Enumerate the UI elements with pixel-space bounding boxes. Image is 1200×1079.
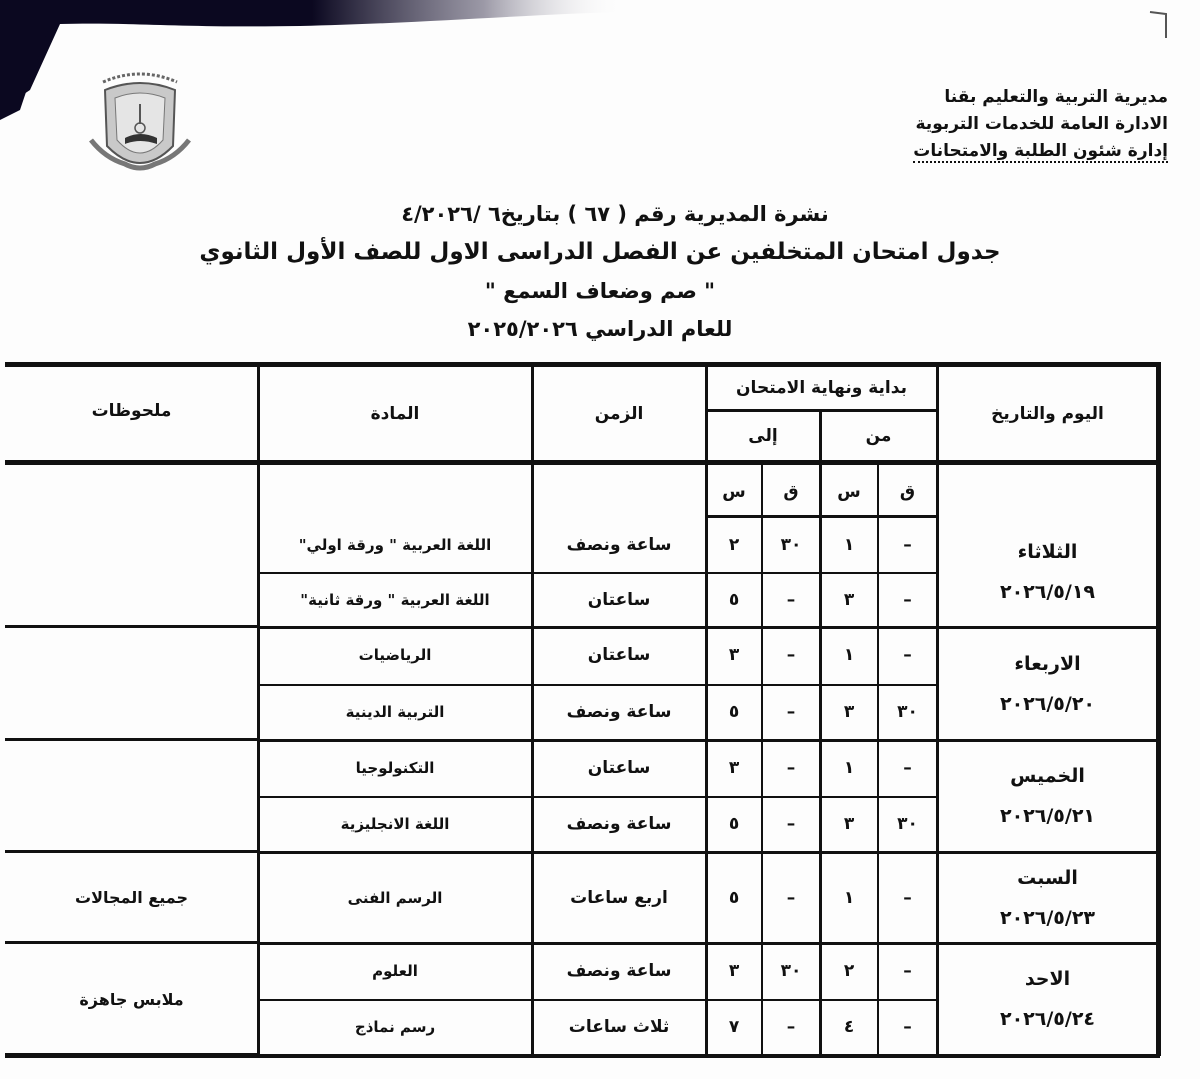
- notes-cell: [5, 740, 258, 852]
- from-minute: –: [903, 1017, 912, 1037]
- subject-cell: العلوم: [372, 962, 418, 980]
- table-rule-vertical: [877, 462, 879, 1054]
- exam-date: ٢٠٢٦/٥/١٩: [999, 581, 1096, 603]
- header-to: إلى: [748, 426, 778, 446]
- day-date-cell: [937, 852, 1158, 943]
- from-minute: –: [903, 758, 912, 778]
- notes-cell: [5, 627, 258, 740]
- table-rule-vertical: [761, 462, 763, 1054]
- table-top-border: [5, 362, 1160, 367]
- table-bottom-border: [5, 1054, 1160, 1058]
- from-hour: ١: [843, 758, 855, 778]
- group-divider: [258, 739, 1158, 742]
- duration-cell: ساعة ونصف: [566, 534, 672, 555]
- from-minute: –: [903, 589, 912, 610]
- day-name: الاحد: [1024, 968, 1071, 990]
- to-hour: ٣: [728, 758, 740, 778]
- group-divider: [258, 942, 1158, 945]
- to-hour: ٥: [728, 589, 740, 610]
- from-minute: –: [903, 645, 912, 666]
- exam-date: ٢٠٢٦/٥/٢٤: [999, 1008, 1096, 1030]
- table-rule-vertical: [819, 409, 822, 1056]
- notes-divider: [5, 625, 258, 628]
- exam-date: ٢٠٢٦/٥/٢٠: [999, 692, 1096, 715]
- bulletin-number: نشرة المديرية رقم ( ٦٧ ) بتاريخ٦ /٤/٢٠٢٦: [401, 202, 829, 226]
- to-minute: –: [786, 1017, 796, 1037]
- day-date-cell: [937, 740, 1158, 852]
- duration-cell: ساعة ونصف: [566, 814, 672, 834]
- row-divider: [258, 796, 937, 798]
- letterhead-line-affairs: [808, 138, 1168, 165]
- subject-cell: رسم نماذج: [354, 1018, 436, 1036]
- from-hour: ٣: [843, 814, 855, 834]
- from-minute: –: [903, 534, 912, 555]
- to-minute: –: [786, 645, 796, 666]
- table-rule-vertical: [705, 362, 708, 1056]
- header-bottom-border: [5, 460, 1160, 465]
- table-rule-vertical: [936, 362, 939, 1056]
- notes-divider: [5, 738, 258, 741]
- header-subject: المادة: [370, 404, 420, 424]
- header-notes: ملحوظات: [91, 401, 172, 421]
- to-minute: ٣٠: [780, 961, 802, 981]
- letterhead-line-affairs-text: إدارة شئون الطلبة والامتحانات: [913, 141, 1168, 161]
- day-name: السبت: [1017, 866, 1078, 889]
- group-divider: [258, 851, 1158, 854]
- subject-cell: التربية الدينية: [345, 702, 445, 721]
- subject-cell: الرياضيات: [358, 646, 432, 665]
- duration-cell: ساعتان: [587, 758, 651, 778]
- subheader-to-hour: س: [722, 481, 746, 502]
- subheader-from-hour: س: [837, 481, 861, 502]
- from-hour: ٢: [843, 961, 855, 981]
- subheader-to-minute: ق: [783, 481, 799, 502]
- notes-cell: ملابس جاهزة: [79, 989, 184, 1009]
- duration-cell: ساعة ونصف: [566, 961, 672, 981]
- to-minute: –: [786, 887, 796, 908]
- notes-cell: [5, 517, 258, 627]
- to-hour: ٧: [728, 1017, 740, 1037]
- header-day-date: اليوم والتاريخ: [991, 404, 1104, 424]
- to-minute: –: [786, 758, 796, 778]
- document-titles: [0, 196, 1200, 348]
- letterhead: [808, 84, 1168, 165]
- duration-cell: ساعتان: [587, 645, 651, 666]
- day-date-cell: [937, 627, 1158, 740]
- ministry-emblem-icon: [85, 68, 195, 193]
- subject-cell: اللغة الانجليزية: [340, 815, 450, 833]
- subject-cell: اللغة العربية " ورقة اولي": [298, 535, 492, 554]
- row-divider: [258, 999, 937, 1001]
- letterhead-line-directorate: مديرية التربية والتعليم بقنا: [944, 87, 1168, 107]
- to-hour: ٣: [728, 645, 740, 666]
- subject-cell: اللغة العربية " ورقة ثانية": [300, 590, 490, 609]
- exam-date: ٢٠٢٦/٥/٢١: [999, 805, 1096, 827]
- header-start-end: بداية ونهاية الامتحان: [736, 378, 907, 398]
- day-name: الاربعاء: [1014, 652, 1081, 675]
- to-minute: –: [786, 589, 796, 610]
- duration-cell: ثلاث ساعات: [568, 1017, 670, 1037]
- row-divider: [258, 684, 937, 686]
- subheader-from-minute: ق: [899, 481, 916, 502]
- exam-date: ٢٠٢٦/٥/٢٣: [999, 906, 1096, 929]
- notes-divider: [5, 941, 258, 944]
- from-hour: ١: [843, 534, 855, 555]
- subject-cell: التكنولوجيا: [355, 759, 435, 777]
- header-duration: الزمن: [594, 404, 644, 424]
- row-divider: [258, 572, 937, 574]
- notes-divider: [5, 850, 258, 853]
- letterhead-line-general-admin: الادارة العامة للخدمات التربوية: [915, 114, 1168, 134]
- from-hour: ٣: [843, 589, 855, 610]
- to-minute: –: [786, 701, 796, 722]
- to-hour: ٥: [728, 701, 740, 722]
- table-rule-vertical: [531, 362, 534, 1056]
- table-rule-vertical: [257, 362, 260, 1056]
- group-divider: [258, 626, 1158, 629]
- subject-cell: الرسم الفنى: [347, 888, 443, 907]
- day-date-cell: [937, 943, 1158, 1055]
- from-hour: ٣: [843, 701, 855, 722]
- from-minute: –: [903, 887, 912, 908]
- to-hour: ٢: [728, 534, 740, 555]
- to-minute: ٣٠: [780, 534, 802, 555]
- table-right-border: [1156, 362, 1161, 1056]
- schedule-title: جدول امتحان المتخلفين عن الفصل الدراسى الاول للصف الأول الثانوي: [199, 239, 1001, 265]
- to-hour: ٥: [728, 814, 740, 834]
- academic-year: للعام الدراسي ٢٠٢٥/٢٠٢٦: [467, 317, 733, 341]
- to-hour: ٣: [728, 961, 740, 981]
- day-name: الثلاثاء: [1017, 541, 1078, 563]
- day-date-cell: [937, 517, 1158, 627]
- from-minute: –: [903, 961, 912, 981]
- from-hour: ١: [843, 887, 855, 908]
- duration-cell: ساعة ونصف: [566, 701, 672, 722]
- from-hour: ١: [843, 645, 855, 666]
- header-from: من: [865, 426, 892, 446]
- category-title: " صم وضعاف السمع ": [484, 279, 716, 303]
- to-hour: ٥: [728, 887, 740, 908]
- day-name: الخميس: [1010, 765, 1085, 787]
- from-minute: ٣٠: [897, 701, 918, 722]
- from-minute: ٣٠: [897, 814, 918, 834]
- duration-cell: ساعتان: [587, 589, 651, 610]
- duration-cell: اربع ساعات: [570, 887, 668, 908]
- to-minute: –: [786, 814, 796, 834]
- from-hour: ٤: [843, 1017, 855, 1037]
- notes-cell: جميع المجالات: [74, 888, 189, 907]
